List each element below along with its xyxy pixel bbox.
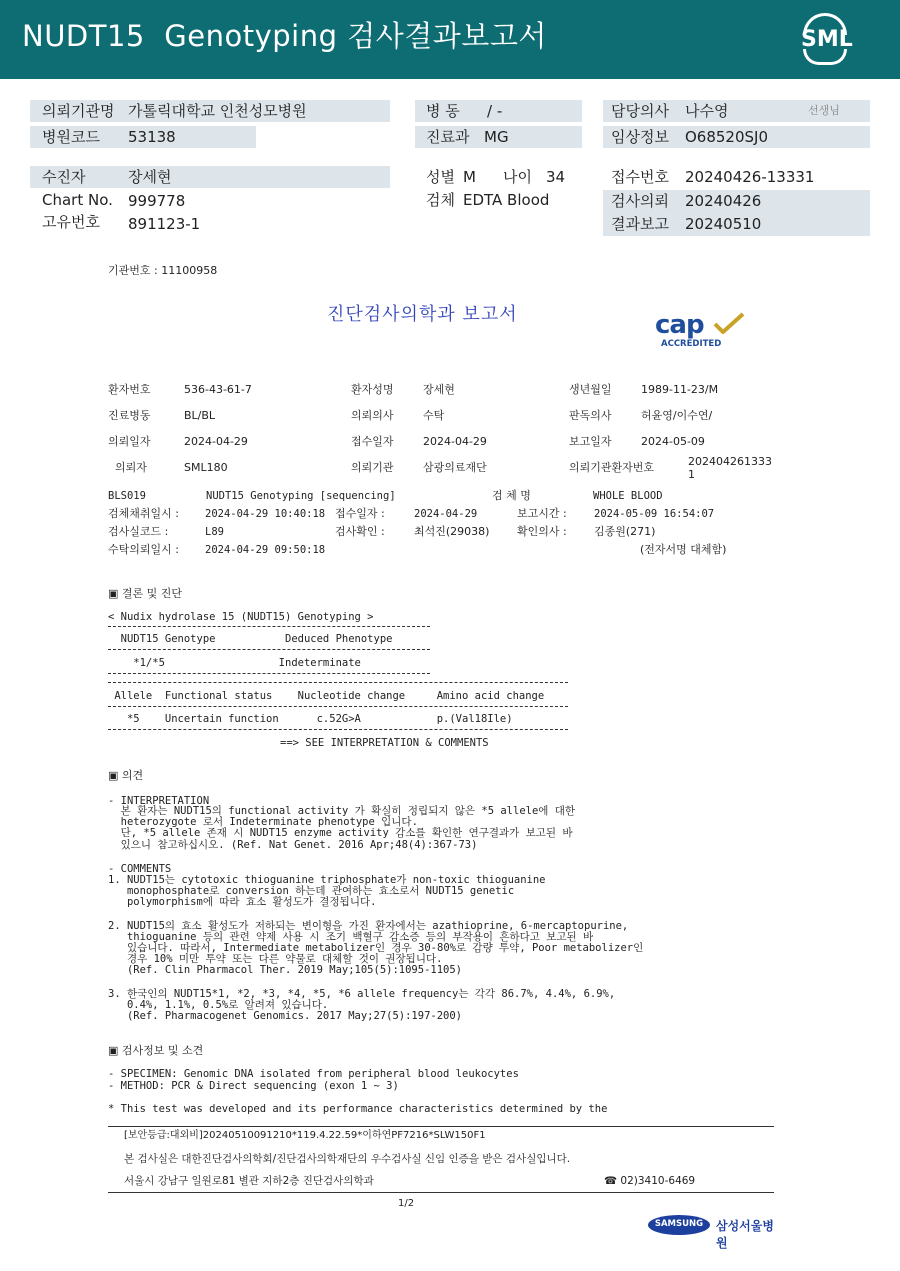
clinical-value: O68520SJ0 [685, 128, 769, 146]
recv2-label: 접수일자 : [335, 507, 385, 520]
accept-time-label: 수탁의뢰일시 : [108, 543, 179, 556]
divider [108, 706, 568, 707]
confirm-doctor-value: 김종원(271) [594, 525, 656, 538]
allele-header: Allele Functional status Nucleotide change Amino acid change [108, 690, 545, 702]
req-org-value: 삼광의료재단 [423, 461, 487, 474]
cap-accredited-logo: cap ACCREDITED [655, 310, 750, 352]
nudix-title: < Nudix hydrolase 15 (NUDT15) Genotyping > [108, 611, 374, 623]
divider [108, 682, 568, 683]
see-interpretation: ==> SEE INTERPRETATION & COMMENTS [280, 737, 489, 749]
footer-divider [108, 1126, 774, 1127]
page-number: 1/2 [398, 1198, 415, 1209]
patient-no-value: 536-43-61-7 [184, 383, 252, 396]
req-org-label: 의뢰기관 [351, 461, 394, 474]
divider [108, 729, 568, 730]
report-date-label: 결과보고 [611, 215, 669, 233]
ward-value: / - [487, 102, 503, 120]
request-value: 20240426 [685, 192, 762, 210]
comment-line: monophosphate로 conversion 하는데 관여하는 효소로서 NUDT15 genetic [108, 885, 515, 897]
header-banner [0, 0, 900, 79]
specimen-value: EDTA Blood [463, 191, 550, 209]
comment-line: 1. NUDT15는 cytotoxic thioguanine triphosphate가 non-toxic thioguanine [108, 874, 546, 886]
e-signature-note: (전자서명 대체함) [640, 543, 727, 556]
address-line: 서울시 강남구 일원로81 별관 지하2층 진단검사의학과 [124, 1175, 374, 1187]
receipt-value: 20240426-13331 [685, 168, 815, 186]
test-name: NUDT15 Genotyping [sequencing] [206, 490, 396, 502]
hospital-code-label: 병원코드 [42, 128, 100, 146]
report-title: NUDT15 Genotyping 검사결과보고서 [22, 19, 547, 53]
lab-report-title: 진단검사의학과 보고서 [327, 304, 518, 325]
report-time-label: 보고시간 : [517, 507, 567, 520]
verify-label: 검사확인 : [335, 525, 385, 538]
recv2-value: 2024-04-29 [414, 508, 478, 520]
recv-date-label: 접수일자 [351, 435, 394, 448]
comment-line: 0.4%, 1.1%, 0.5%로 알려져 있습니다. [108, 999, 329, 1011]
birth-value: 1989-11-23/M [641, 383, 719, 396]
org-patient-no-label: 의뢰기관환자번호 [569, 461, 655, 474]
genotype-value: *1/*5 Indeterminate [108, 657, 361, 669]
opinion-section-title: ▣ 의견 [108, 769, 144, 782]
note-line: * This test was developed and its performance characteristics determined by the [108, 1103, 608, 1115]
clinical-label: 임상정보 [611, 128, 669, 146]
patient-name-value: 장세현 [423, 383, 455, 396]
req-date-value: 2024-04-29 [184, 435, 248, 448]
org-patient-no-value-2: 1 [688, 468, 695, 481]
reading-doctor-value: 허윤영/이수연/ [641, 409, 713, 422]
ward2-value: BL/BL [184, 409, 216, 422]
interp-line: 단, *5 allele 존재 시 NUDT15 enzyme activity 감소를 확인한 연구결과가 보고된 바 [108, 827, 573, 839]
verify-value: 최석진(29038) [414, 525, 490, 538]
uid-label: 고유번호 [42, 213, 100, 231]
confirm-doctor-label: 확인의사 : [517, 525, 567, 538]
report-time-value: 2024-05-09 16:54:07 [594, 508, 715, 520]
divider [108, 673, 430, 674]
lab-code-value: L89 [205, 526, 224, 538]
rep-date-value: 2024-05-09 [641, 435, 705, 448]
comment-line: 있습니다. 따라서, Intermediate metabolizer인 경우 30-80%로 감량 투약, Poor metabolizer인 [108, 942, 644, 954]
divider [108, 626, 430, 627]
chart-value: 999778 [128, 192, 186, 210]
comment-line: thioguanine 등의 관련 약제 사용 시 조기 백혈구 감소증 등의 부작용이 흔하다고 보고된 바 [108, 931, 594, 943]
age-value: 34 [546, 168, 566, 186]
interp-line: - INTERPRETATION [108, 795, 210, 807]
footer-divider [108, 1192, 774, 1193]
check-icon [713, 312, 745, 334]
receipt-label: 접수번호 [611, 168, 669, 186]
report-date-value: 20240510 [685, 215, 762, 233]
patient-label: 수진자 [42, 168, 86, 186]
institution-value: 가톨릭대학교 인천성모병원 [128, 102, 307, 120]
patient-name-label: 환자성명 [351, 383, 394, 396]
doctor-suffix: 선생님 [808, 104, 840, 117]
org-patient-no-value: 202404261333 [688, 455, 772, 468]
req-date-label: 의뢰일자 [108, 435, 151, 448]
samsung-hospital-logo: SAMSUNG 삼성서울병원 [648, 1215, 783, 1237]
rep-date-label: 보고일자 [569, 435, 612, 448]
method-line: - METHOD: PCR & Direct sequencing (exon 1 ~ 3) [108, 1080, 399, 1092]
comment-line: polymorphism에 따라 효소 활성도가 결정됩니다. [108, 896, 377, 908]
interp-line: 본 환자는 NUDT15의 functional activity 가 확실히 정립되지 않은 *5 allele에 대한 [108, 805, 576, 817]
age-label: 나이 [503, 168, 532, 186]
patient-no-label: 환자번호 [108, 383, 151, 396]
comments-title: - COMMENTS [108, 863, 172, 875]
requester-value: SML180 [184, 461, 228, 474]
sex-label: 성별 [426, 168, 455, 186]
divider [108, 649, 430, 650]
uid-value: 891123-1 [128, 215, 201, 233]
allele-value: *5 Uncertain function c.52G>A p.(Val18Ile) [108, 713, 513, 725]
sex-value: M [463, 168, 476, 186]
dept-label: 진료과 [426, 128, 470, 146]
chart-label: Chart No. [42, 191, 113, 209]
specimen-label: 검체 [426, 191, 455, 209]
comment-line: (Ref. Pharmacogenet Genomics. 2017 May;27(5):197-200) [108, 1010, 463, 1022]
ward2-label: 진료병동 [108, 409, 151, 422]
spec-name-label: 검 체 명 [492, 489, 531, 502]
accept-time-value: 2024-04-29 09:50:18 [205, 544, 326, 556]
comment-line: 경우 10% 미만 투약 또는 다른 약물로 대체할 것이 권장됩니다. [108, 953, 443, 965]
reading-doctor-label: 판독의사 [569, 409, 612, 422]
info-section-title: ▣ 검사정보 및 소견 [108, 1044, 204, 1057]
birth-label: 생년월일 [569, 383, 612, 396]
recv-date-value: 2024-04-29 [423, 435, 487, 448]
org-number: 기관번호 : 11100958 [108, 264, 218, 277]
collect-time-label: 검체채취일시 : [108, 507, 179, 520]
hospital-code-value: 53138 [128, 128, 176, 146]
patient-value: 장세현 [128, 168, 172, 186]
request-label: 검사의뢰 [611, 192, 669, 210]
dept-value: MG [484, 128, 509, 146]
certified-line: 본 검사실은 대한진단검사의학회/진단검사의학재단의 우수검사실 신임 인증을 받은 검사실입니다. [124, 1153, 571, 1165]
comment-line: (Ref. Clin Pharmacol Ther. 2019 May;105(5):1095-1105) [108, 964, 463, 976]
spec-name-value: WHOLE BLOOD [593, 490, 663, 502]
comment-line: 3. 한국인의 NUDT15*1, *2, *3, *4, *5, *6 allele frequency는 각각 86.7%, 4.4%, 6.9%, [108, 988, 616, 1000]
result-section-title: ▣ 결론 및 진단 [108, 587, 183, 600]
req-doctor-value: 수탁 [423, 409, 445, 422]
sml-logo: SML [795, 13, 855, 65]
collect-time-value: 2024-04-29 10:40:18 [205, 508, 326, 520]
lab-code-label: 검사실코드 : [108, 525, 169, 538]
phone-line: ☎ 02)3410-6469 [604, 1175, 696, 1187]
interp-line: heterozygote 로서 Indeterminate phenotype 입니다. [108, 816, 418, 828]
institution-label: 의뢰기관명 [42, 102, 115, 120]
test-code: BLS019 [108, 490, 146, 502]
doctor-label: 담당의사 [611, 102, 669, 120]
ward-label: 병 동 [426, 102, 460, 120]
security-line: [보안등급:대외비]20240510091210*119.4.22.59*이하연PF7216*SLW150F1 [124, 1130, 486, 1141]
specimen-line: - SPECIMEN: Genomic DNA isolated from peripheral blood leukocytes [108, 1068, 519, 1080]
genotype-header: NUDT15 Genotype Deduced Phenotype [108, 633, 393, 645]
interp-line: 있으니 참고하십시오. (Ref. Nat Genet. 2016 Apr;48(4):367-73) [108, 839, 478, 851]
doctor-value: 나수영 [685, 102, 729, 120]
comment-line: 2. NUDT15의 효소 활성도가 저하되는 변이형을 가진 환자에서는 azathioprine, 6-mercaptopurine, [108, 920, 629, 932]
requester-label: 의뢰자 [115, 461, 147, 474]
req-doctor-label: 의뢰의사 [351, 409, 394, 422]
